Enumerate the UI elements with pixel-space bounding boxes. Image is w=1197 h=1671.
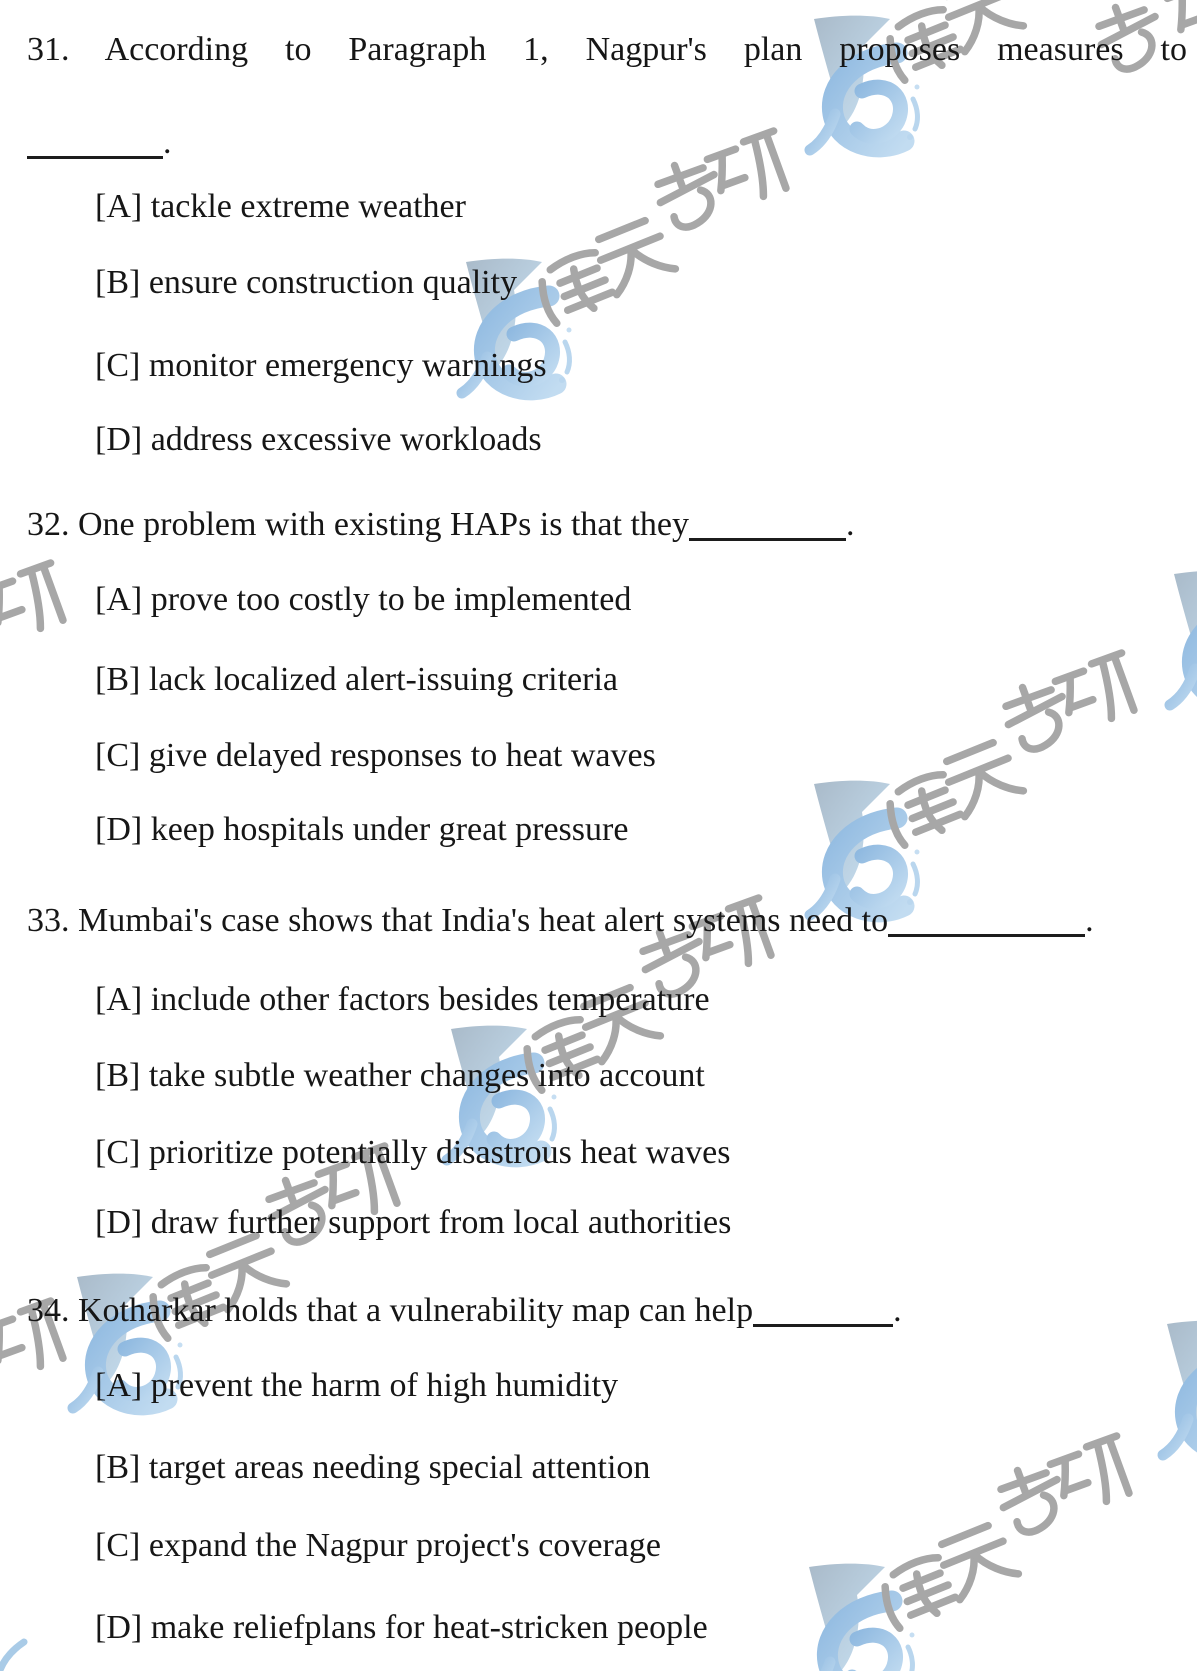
question-stem-text: Mumbai's case shows that India's heat alert systems need to xyxy=(78,902,889,939)
option-text: make reliefplans for heat-stricken people xyxy=(150,1609,708,1646)
option-label: [C] xyxy=(95,1134,141,1171)
option-label: [A] xyxy=(95,981,143,1018)
option-label: [B] xyxy=(95,264,141,301)
option-label: [B] xyxy=(95,1057,141,1094)
option-text: target areas needing special attention xyxy=(148,1449,651,1486)
question-33-option-a xyxy=(95,977,710,1023)
option-text: take subtle weather changes into account xyxy=(148,1057,705,1094)
answer-blank xyxy=(689,528,846,541)
question-32-option-c xyxy=(95,733,656,779)
question-number: 31. xyxy=(27,31,70,68)
option-text: monitor emergency warnings xyxy=(148,347,547,384)
option-label: [A] xyxy=(95,581,143,618)
option-text: prevent the harm of high humidity xyxy=(150,1367,619,1404)
period: . xyxy=(893,1292,902,1329)
question-32-option-b xyxy=(95,657,618,703)
option-text: keep hospitals under great pressure xyxy=(150,811,629,848)
question-31-option-a xyxy=(95,184,466,230)
option-text: tackle extreme weather xyxy=(150,188,466,225)
option-text: give delayed responses to heat waves xyxy=(148,737,656,774)
period: . xyxy=(1085,902,1094,939)
question-31-option-d xyxy=(95,417,542,463)
period: . xyxy=(163,124,172,161)
question-33-stem xyxy=(27,898,1094,944)
option-text: prioritize potentially disastrous heat waves xyxy=(148,1134,731,1171)
option-label: [A] xyxy=(95,188,143,225)
option-text: address excessive workloads xyxy=(150,421,542,458)
question-number: 32. xyxy=(27,506,70,543)
option-label: [D] xyxy=(95,811,143,848)
question-34-option-c xyxy=(95,1523,661,1569)
period: . xyxy=(846,506,855,543)
question-33-option-d xyxy=(95,1200,731,1246)
question-stem-text: According to Paragraph 1, Nagpur's plan proposes measures to xyxy=(104,31,1187,68)
question-31-blank-line xyxy=(27,120,172,166)
question-34-option-d xyxy=(95,1605,708,1651)
question-31-stem xyxy=(27,27,1187,73)
option-label: [C] xyxy=(95,347,141,384)
question-number: 34. xyxy=(27,1292,70,1329)
question-stem-text: One problem with existing HAPs is that they xyxy=(78,506,690,543)
question-32-option-d xyxy=(95,807,628,853)
question-31-option-b xyxy=(95,260,517,306)
option-label: [D] xyxy=(95,1204,143,1241)
question-33-option-c xyxy=(95,1130,730,1176)
question-32-stem xyxy=(27,502,855,548)
question-31-option-c xyxy=(95,343,547,389)
option-text: expand the Nagpur project's coverage xyxy=(148,1527,661,1564)
question-34-stem xyxy=(27,1288,902,1334)
option-label: [C] xyxy=(95,737,141,774)
answer-blank xyxy=(27,146,163,159)
option-label: [B] xyxy=(95,1449,141,1486)
option-label: [D] xyxy=(95,1609,143,1646)
question-34-option-b xyxy=(95,1445,650,1491)
option-text: lack localized alert-issuing criteria xyxy=(148,661,618,698)
option-text: draw further support from local authorities xyxy=(150,1204,732,1241)
option-text: prove too costly to be implemented xyxy=(150,581,632,618)
option-label: [B] xyxy=(95,661,141,698)
question-34-option-a xyxy=(95,1363,618,1409)
questions-section xyxy=(27,0,1187,1671)
question-33-option-b xyxy=(95,1053,705,1099)
question-stem-text: Kotharkar holds that a vulnerability map can help xyxy=(78,1292,754,1329)
option-label: [A] xyxy=(95,1367,143,1404)
answer-blank xyxy=(753,1314,893,1327)
question-number: 33. xyxy=(27,902,70,939)
question-32-option-a xyxy=(95,577,631,623)
option-text: include other factors besides temperature xyxy=(150,981,710,1018)
option-label: [D] xyxy=(95,421,143,458)
option-text: ensure construction quality xyxy=(148,264,518,301)
option-label: [C] xyxy=(95,1527,141,1564)
answer-blank xyxy=(888,924,1085,937)
